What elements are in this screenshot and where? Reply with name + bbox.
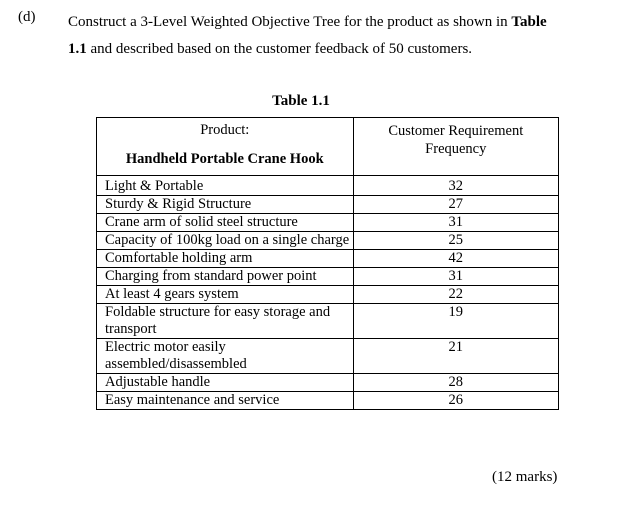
requirement-cell: Light & Portable <box>97 176 354 196</box>
question-label: (d) <box>18 9 36 25</box>
frequency-cell: 22 <box>353 286 558 304</box>
question-text-part1: Construct a 3-Level Weighted Objective Tree for the product as shown in <box>68 14 512 30</box>
table-row <box>97 268 559 286</box>
frequency-cell: 28 <box>353 374 558 392</box>
requirement-cell: Comfortable holding arm <box>97 250 354 268</box>
product-name: Handheld Portable Crane Hook <box>125 151 324 167</box>
requirement-cell: Electric motor easily assembled/disassembled <box>97 339 354 374</box>
frequency-cell: 27 <box>353 196 558 214</box>
table-row <box>97 232 559 250</box>
frequency-header-cell <box>353 118 558 176</box>
table-row <box>97 304 559 339</box>
product-label: Product: <box>200 122 250 138</box>
frequency-header-line1: Customer Requirement <box>388 123 524 139</box>
question-text-bold-number: 1.1 <box>68 41 87 57</box>
requirement-cell: Charging from standard power point <box>97 268 354 286</box>
frequency-cell: 26 <box>353 392 558 410</box>
frequency-cell: 19 <box>353 304 558 339</box>
requirement-cell: Foldable structure for easy storage and transport <box>97 304 354 339</box>
frequency-cell: 21 <box>353 339 558 374</box>
table-caption: Table 1.1 <box>272 93 330 109</box>
frequency-cell: 31 <box>353 268 558 286</box>
product-header-cell <box>97 118 354 176</box>
requirements-body <box>97 176 559 410</box>
frequency-cell: 31 <box>353 214 558 232</box>
requirement-cell: Capacity of 100kg load on a single charge <box>97 232 354 250</box>
table-row <box>97 196 559 214</box>
table-row <box>97 286 559 304</box>
requirement-cell: Crane arm of solid steel structure <box>97 214 354 232</box>
frequency-cell: 42 <box>353 250 558 268</box>
requirement-cell: Easy maintenance and service <box>97 392 354 410</box>
table-row <box>97 250 559 268</box>
table-header-row <box>97 118 559 176</box>
question-text-bold-table: Table <box>511 14 547 30</box>
question-text <box>68 9 608 63</box>
table-row <box>97 176 559 196</box>
table-row <box>97 392 559 410</box>
table-row <box>97 339 559 374</box>
table-row <box>97 214 559 232</box>
requirement-cell: Adjustable handle <box>97 374 354 392</box>
requirements-table <box>96 117 559 410</box>
question-text-part2: and described based on the customer feedback of 50 customers. <box>86 41 473 57</box>
frequency-cell: 32 <box>353 176 558 196</box>
table-row <box>97 374 559 392</box>
frequency-header-line2: Frequency <box>425 141 487 157</box>
frequency-cell: 25 <box>353 232 558 250</box>
requirement-cell: Sturdy & Rigid Structure <box>97 196 354 214</box>
marks-label: (12 marks) <box>492 469 558 485</box>
requirement-cell: At least 4 gears system <box>97 286 354 304</box>
